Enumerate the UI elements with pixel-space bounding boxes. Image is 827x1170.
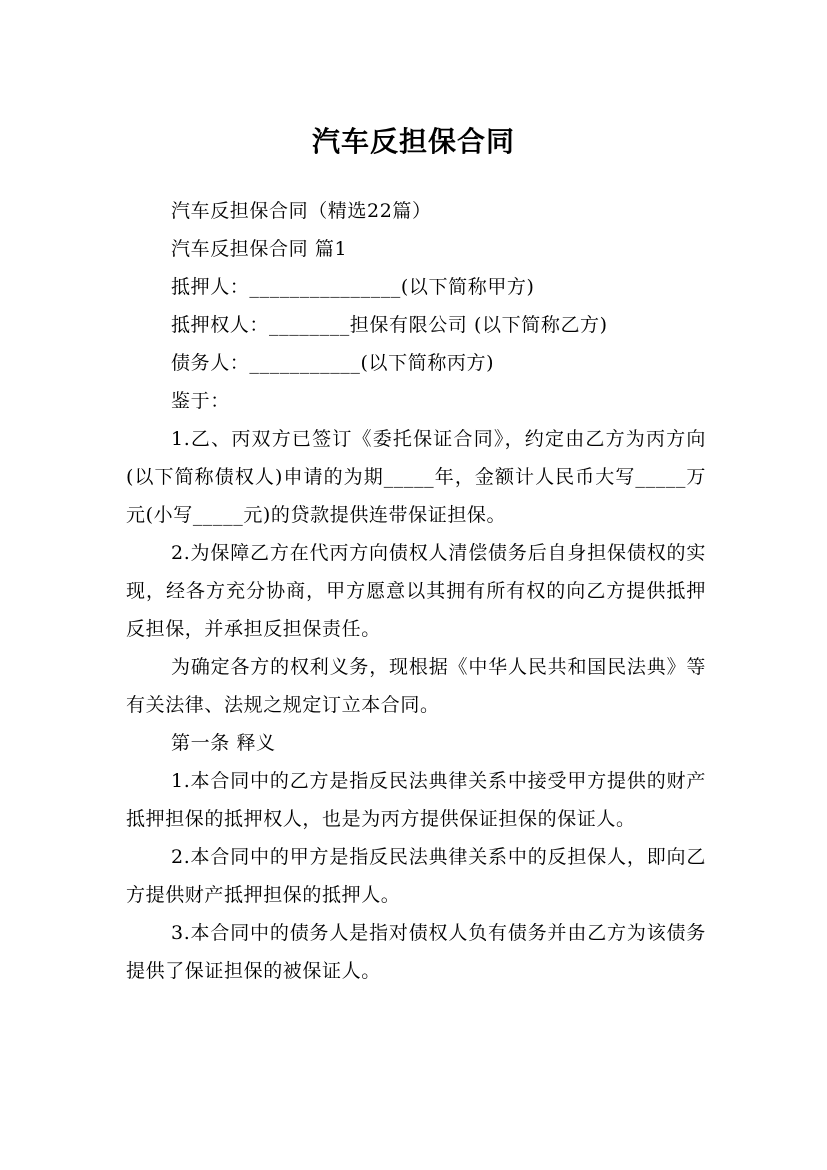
paragraph-article-1-heading: 第一条 释义 [171, 732, 276, 754]
paragraph-section-heading: 汽车反担保合同 篇1 [171, 238, 348, 260]
paragraph-purpose: 为确定各方的权利义务，现根据《中华人民共和国民法典》等有关法律、法规之规定订立本合同。 [126, 656, 706, 716]
paragraph-definition-2: 2.本合同中的甲方是指反民法典律关系中的反担保人，即向乙方提供财产抵押担保的抵押人。 [126, 846, 706, 906]
paragraph-definition-3: 3.本合同中的债务人是指对债权人负有债务并由乙方为该债务提供了保证担保的被保证人。 [126, 922, 706, 982]
paragraph-recital-1: 1.乙、丙双方已签订《委托保证合同》，约定由乙方为丙方向 (以下简称债权人)申请的为期_____年，金额计人民币大写_____万元(小写_____元)的贷款提供连带保证担保。 [126, 428, 706, 526]
paragraph-mortgagee: 抵押权人：________担保有限公司 (以下简称乙方) [171, 314, 608, 336]
paragraph-definition-1: 1.本合同中的乙方是指反民法典律关系中接受甲方提供的财产抵押担保的抵押权人，也是为丙方提供保证担保的保证人。 [126, 770, 706, 830]
paragraph-recital-2: 2.为保障乙方在代丙方向债权人清偿债务后自身担保债权的实现，经各方充分协商，甲方愿意以其拥有所有权的向乙方提供抵押反担保，并承担反担保责任。 [126, 542, 706, 640]
paragraph-intro: 汽车反担保合同（精选22篇） [171, 200, 432, 222]
document-title: 汽车反担保合同 [311, 124, 515, 158]
paragraph-debtor: 债务人：___________(以下简称丙方) [171, 352, 495, 374]
paragraph-mortgagor: 抵押人：_______________(以下简称甲方) [171, 276, 535, 298]
paragraph-whereas: 鉴于： [171, 390, 230, 412]
document-body [126, 192, 706, 990]
